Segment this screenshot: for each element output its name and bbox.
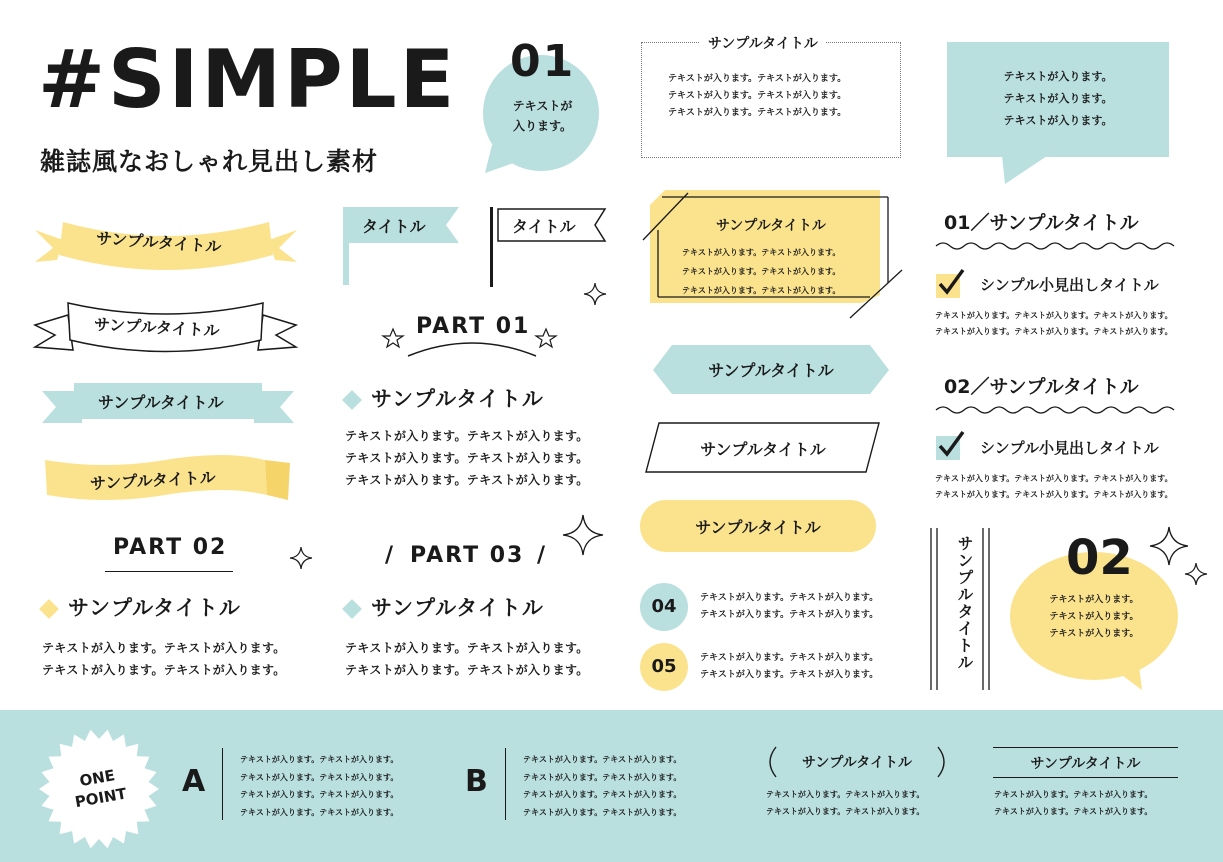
speech-box-text (947, 66, 1169, 132)
dotted-frame-title: サンプルタイトル (700, 33, 826, 53)
bracket-title: サンプルタイトル (802, 755, 912, 771)
divider (505, 748, 506, 820)
hexagon-label-text: サンプルタイトル (708, 361, 834, 380)
text-line: テキストが入ります。テキストが入ります。 (345, 641, 589, 655)
star-icon (383, 329, 403, 347)
text-line: テキストが入ります。 (1049, 629, 1139, 639)
text-line: テキストが入ります。テキストが入ります。 (523, 807, 682, 817)
part01-arc (380, 322, 565, 362)
bubble-text-line: テキストが (512, 99, 573, 113)
divider (222, 748, 223, 820)
part03-slash-right: / (537, 543, 546, 568)
diamond-icon (342, 599, 362, 619)
text-line: テキストが入ります。テキストが入ります。 (523, 755, 682, 764)
text-line: テキストが入ります。テキストが入ります。 (935, 474, 1094, 483)
text-line: テキストが入ります。テキストが入ります。 (42, 663, 286, 677)
text-line: テキストが入ります。テキストが入ります。 (700, 653, 879, 663)
point-letter-b: B (465, 764, 488, 799)
heading-with-diamond (345, 383, 544, 413)
ruled-title: サンプルタイトル (1030, 756, 1141, 772)
heading-with-diamond (42, 592, 241, 622)
heading-with-diamond (345, 592, 544, 622)
text-line: テキストが入ります。テキストが入ります。 (345, 663, 589, 677)
part02-label: PART 02 (113, 535, 228, 560)
circle-04: 04 (640, 583, 688, 631)
circle-05-text (700, 650, 878, 684)
text-line: テキストが入ります。テキストが入ります。 (994, 790, 1153, 799)
page-title: #SIMPLE (38, 33, 458, 126)
text-line: テキストが入ります。テキストが入ります。 (345, 429, 589, 443)
text-line: テキストが入ります。テキストが入ります。 (935, 311, 1094, 320)
text-line: テキストが入ります。テキストが入ります。 (935, 327, 1094, 336)
text-line: テキストが入ります。 (1049, 595, 1139, 605)
wavy-underline (936, 404, 1172, 416)
text-line: テキストが入ります。テキストが入ります。 (668, 108, 847, 118)
text-line: テキストが入ります。テキストが入ります。 (240, 772, 399, 782)
text-line: テキストが入ります。 (1093, 327, 1173, 336)
text-line: テキストが入ります。テキストが入ります。 (700, 593, 879, 603)
part03-label: PART 03 (410, 543, 525, 568)
sparkle-icon (584, 283, 606, 305)
body-text-small (935, 471, 1173, 503)
diamond-icon (342, 390, 362, 410)
body-text (345, 425, 589, 491)
wavy-underline (936, 240, 1172, 252)
text-line: テキストが入ります。テキストが入ります。 (240, 790, 399, 799)
text-line: テキストが入ります。 (1003, 70, 1113, 83)
ribbon-title-yellow: サンプルタイトル (95, 228, 223, 257)
point-a-text (240, 751, 398, 821)
page-subtitle: 雑誌風なおしゃれ見出し素材 (40, 147, 379, 176)
part03-slash-left: / (385, 543, 394, 568)
bubble-number: 02 (1066, 530, 1133, 586)
badge-line: ONE (78, 766, 117, 791)
text-line: テキストが入ります。テキストが入ります。 (682, 267, 841, 276)
sparkle-icon (290, 547, 312, 569)
text-line: テキストが入ります。テキストが入ります。 (766, 807, 925, 816)
text-line: テキストが入ります。 (1093, 311, 1173, 320)
circle-04-text (700, 590, 878, 624)
text-line: テキストが入ります。テキストが入ります。 (682, 248, 841, 257)
text-line: テキストが入ります。テキストが入ります。 (935, 490, 1094, 499)
text-line: テキストが入ります。テキストが入ります。 (766, 790, 925, 799)
sparkle-icon (563, 515, 603, 555)
check-icon (936, 268, 966, 298)
parallelogram-label-text: サンプルタイトル (700, 440, 826, 459)
text-line: テキストが入ります。テキストが入ります。 (240, 807, 399, 817)
part02-underline (105, 571, 233, 572)
text-line: テキストが入ります。テキストが入ります。 (523, 772, 682, 782)
point-letter-a: A (182, 764, 206, 799)
numbered-heading-01: 01／サンプルタイトル (944, 212, 1139, 234)
yellow-frame-text (682, 243, 840, 300)
check-heading: シンプル小見出しタイトル (980, 276, 1159, 294)
text-line: テキストが入ります。 (1093, 474, 1173, 483)
badge-line: POINT (73, 784, 128, 812)
ribbon-title-outline: サンプルタイトル (93, 314, 220, 341)
ruled-text (994, 786, 1152, 820)
body-text (42, 637, 286, 681)
text-line: テキストが入ります。テキストが入ります。 (345, 451, 589, 465)
pill-label-text: サンプルタイトル (695, 518, 821, 537)
ribbon-title-wave: サンプルタイトル (89, 467, 217, 494)
diamond-icon (39, 599, 59, 619)
check-heading: シンプル小見出しタイトル (980, 439, 1159, 457)
text-line: テキストが入ります。テキストが入ります。 (994, 807, 1153, 816)
text-line: テキストが入ります。 (1003, 92, 1113, 105)
star-icon (536, 329, 556, 347)
circle-05: 05 (640, 643, 688, 691)
rule-bottom (993, 777, 1178, 778)
check-icon (936, 430, 966, 460)
text-line: テキストが入ります。テキストが入ります。 (345, 473, 589, 487)
flag-title-outline: タイトル (512, 217, 576, 236)
text-line: テキストが入ります。テキストが入ります。 (700, 670, 879, 680)
text-line: テキストが入ります。テキストが入ります。 (240, 755, 399, 764)
text-line: テキストが入ります。テキストが入ります。 (42, 641, 286, 655)
text-line: テキストが入ります。 (1003, 114, 1113, 127)
body-text-small (935, 308, 1173, 340)
bracket-text (766, 786, 924, 820)
text-line: テキストが入ります。テキストが入ります。 (700, 610, 879, 620)
heading-text: サンプルタイトル (68, 596, 241, 620)
point-b-text (523, 751, 681, 821)
sparkle-icon (1185, 563, 1207, 585)
bubble-number: 01 (510, 36, 576, 87)
text-line: テキストが入ります。テキストが入ります。 (523, 790, 682, 799)
rule-top (993, 747, 1178, 748)
dotted-frame-text (668, 71, 846, 122)
bubble-text (505, 96, 580, 136)
heading-text: サンプルタイトル (371, 596, 544, 620)
text-line: テキストが入ります。 (1049, 612, 1139, 622)
text-line: テキストが入ります。テキストが入ります。 (668, 91, 847, 101)
ribbon-title-mint: サンプルタイトル (98, 393, 224, 412)
numbered-heading-02: 02／サンプルタイトル (944, 376, 1139, 398)
text-line: テキストが入ります。テキストが入ります。 (682, 286, 841, 295)
text-line: テキストが入ります。テキストが入ります。 (668, 74, 847, 84)
vertical-title: サンプルタイトル (955, 535, 974, 671)
bubble-text-line: 入ります。 (512, 119, 573, 133)
heading-text: サンプルタイトル (371, 387, 544, 411)
part01-label: PART 01 (416, 314, 531, 339)
body-text (345, 637, 589, 681)
yellow-frame-title: サンプルタイトル (716, 218, 826, 234)
text-line: テキストが入ります。 (1093, 490, 1173, 499)
sparkle-icon (1150, 527, 1188, 565)
bubble-text (1010, 592, 1178, 643)
flag-title-mint: タイトル (362, 217, 426, 236)
